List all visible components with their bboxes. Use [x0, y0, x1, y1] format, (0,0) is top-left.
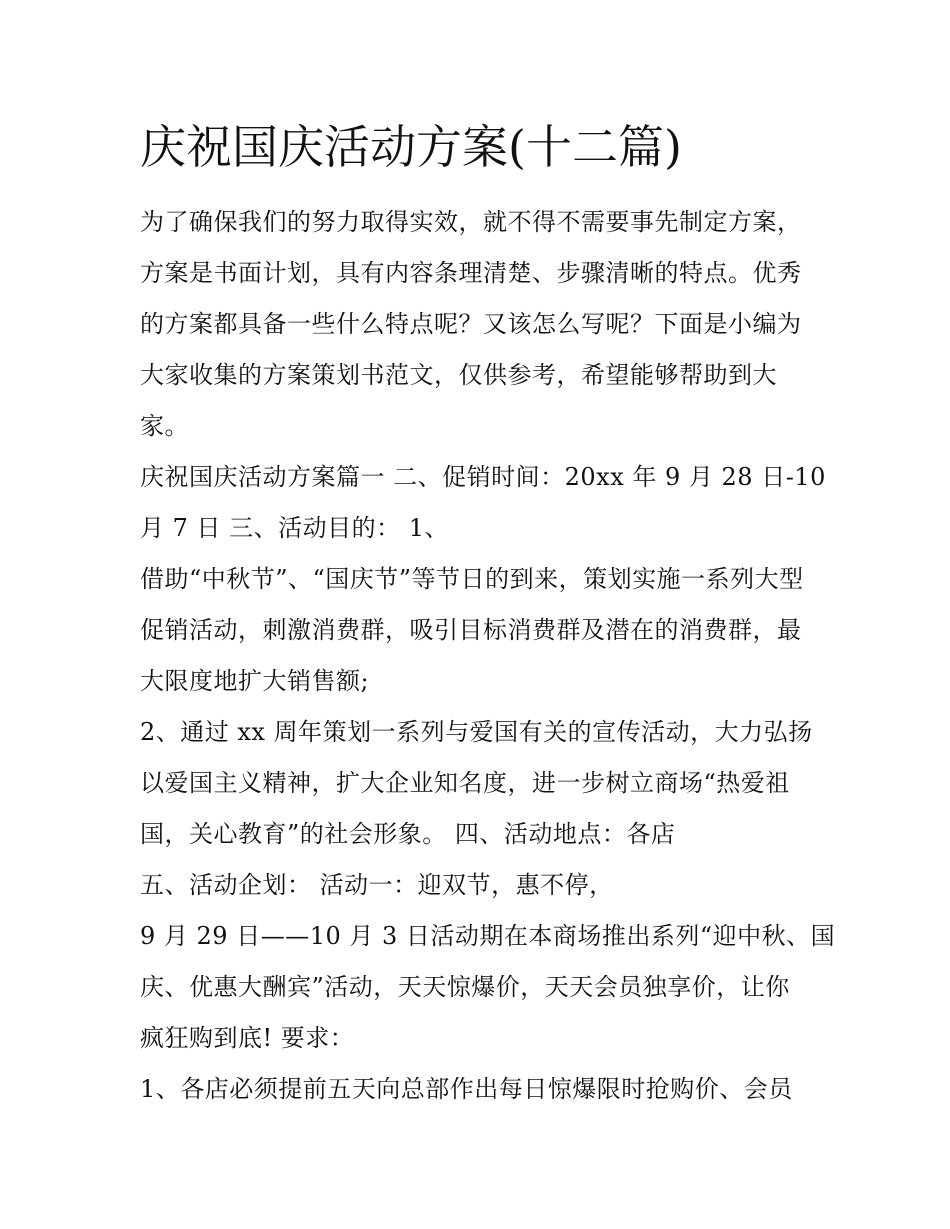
body-line: 方案是书面计划，具有内容条理清楚、步骤清晰的特点。优秀	[140, 259, 802, 287]
body-line: 的方案都具备一些什么特点呢？又该怎么写呢？下面是小编为	[140, 310, 802, 338]
body-line: 大家收集的方案策划书范文，仅供参考，希望能够帮助到大	[140, 361, 777, 389]
body-line: 促销活动，刺激消费群，吸引目标消费群及潜在的消费群，最	[140, 616, 802, 644]
body-line: 2、通过 xx 周年策划一系列与爱国有关的宣传活动，大力弘扬	[140, 718, 813, 746]
body-line: 月 7 日 三、活动目的： 1、	[140, 514, 450, 542]
body-line: 疯狂购到底! 要求：	[140, 1024, 355, 1052]
body-line: 庆祝国庆活动方案篇一 二、促销时间：20xx 年 9 月 28 日-10	[140, 463, 826, 491]
document-title: 庆祝国庆活动方案(十二篇)	[140, 120, 682, 174]
body-line: 以爱国主义精神，扩大企业知名度，进一步树立商场“热爱祖	[140, 769, 790, 797]
body-line: 五、活动企划： 活动一：迎双节，惠不停，	[140, 871, 614, 899]
body-line: 为了确保我们的努力取得实效，就不得不需要事先制定方案，	[140, 208, 802, 236]
body-line: 庆、优惠大酬宾”活动，天天惊爆价，天天会员独享价，让你	[140, 973, 790, 1001]
body-line: 国，关心教育”的社会形象。 四、活动地点：各店	[140, 820, 676, 848]
body-line: 大限度地扩大销售额;	[140, 667, 370, 695]
body-line: 家。	[140, 412, 189, 440]
body-line: 9 月 29 日——10 月 3 日活动期在本商场推出系列“迎中秋、国	[140, 922, 836, 950]
body-line: 借助“中秋节”、“国庆节”等节日的到来，策划实施一系列大型	[140, 565, 804, 593]
body-line: 1、各店必须提前五天向总部作出每日惊爆限时抢购价、会员	[140, 1075, 793, 1103]
